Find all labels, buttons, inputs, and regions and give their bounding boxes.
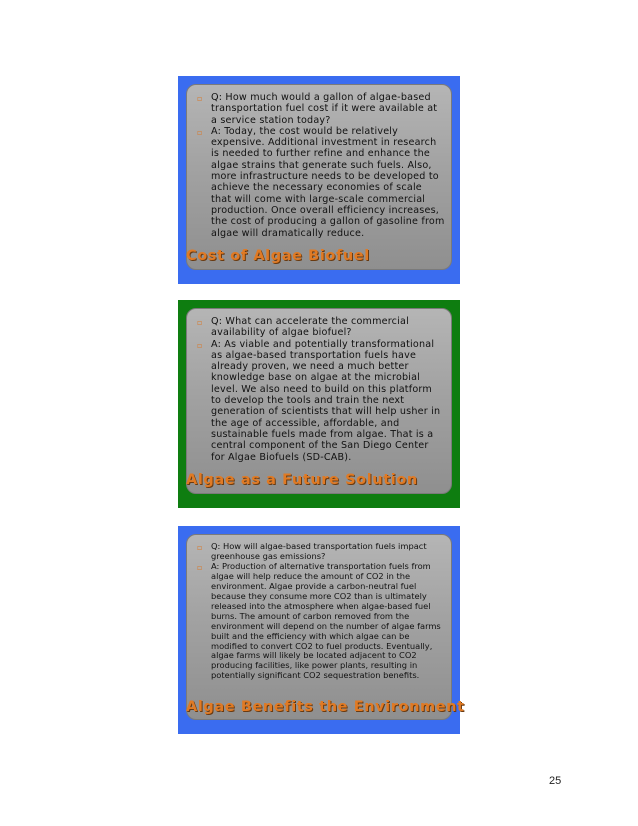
answer-text: A: Today, the cost would be relatively expensive. Additional investment in research is needed to further refine and enhance the algae strains that generate such fuels. Also, more infrastructure needs to be developed to achieve the necessary economies of scale that will come with large-scale commercial production. Once overall efficiency increases, the cost of producing a gallon of gasoline from algae will dramatically reduce. [211, 125, 445, 239]
slide-title: Cost of Algae Biofuel [186, 248, 370, 264]
slide-cost-of-algae-biofuel [178, 76, 460, 284]
bullet-square-icon: ▫ [197, 94, 203, 103]
list-item [187, 316, 451, 339]
page-number: 25 [549, 775, 562, 787]
bullet-list [187, 92, 451, 239]
slide-title: Algae as a Future Solution [186, 472, 418, 488]
bullet-square-icon: ▫ [197, 562, 203, 572]
question-text: Q: How will algae-based transportation fuels impact greenhouse gas emissions? [211, 541, 427, 561]
bullet-list [187, 316, 451, 463]
bullet-square-icon: ▫ [197, 127, 203, 137]
slide-panel [186, 308, 452, 494]
list-item [187, 92, 451, 126]
list-item [187, 339, 451, 463]
slide-panel [186, 84, 452, 270]
list-item [187, 542, 451, 562]
bullet-list [187, 542, 451, 681]
answer-text: A: Production of alternative transportation fuels from algae will help reduce the amount of CO2 in the environment. Algae provide a carbon-neutral fuel because they consume more CO2 than is ultimately released into the atmosphere when algae-based fuel burns. The amount of carbon removed from the environment will depend on the number of algae farms built and the efficiency with which algae can be modified to convert CO2 to fuel products. Eventually, algae farms will likely be located adjacent to CO2 producing facilities, like power plants, resulting in potentially significant CO2 sequestration benefits. [211, 560, 441, 681]
slide-algae-benefits-environment [178, 526, 465, 734]
answer-text: A: As viable and potentially transformational as algae-based transportation fuels have already proven, we need a much better knowledge base on algae at the microbial level. We also need to build on this platform to develop the tools and train the next generation of scientists that will help usher in the age of accessible, affordable, and sustainable fuels made from algae. That is a central component of the San Diego Center for Algae Biofuels (SD-CAB). [211, 338, 441, 463]
bullet-square-icon: ▫ [197, 543, 203, 552]
list-item [187, 126, 451, 239]
bullet-square-icon: ▫ [197, 340, 203, 350]
slide-panel [186, 534, 452, 720]
slide-title: Algae Benefits the Environment [186, 699, 465, 715]
question-text: Q: What can accelerate the commercial availability of algae biofuel? [211, 316, 409, 339]
question-text: Q: How much would a gallon of algae-based transportation fuel cost if it were available at a service station today? [211, 92, 438, 126]
slide-algae-future-solution [178, 300, 460, 508]
bullet-square-icon: ▫ [197, 318, 203, 327]
list-item [187, 562, 451, 681]
